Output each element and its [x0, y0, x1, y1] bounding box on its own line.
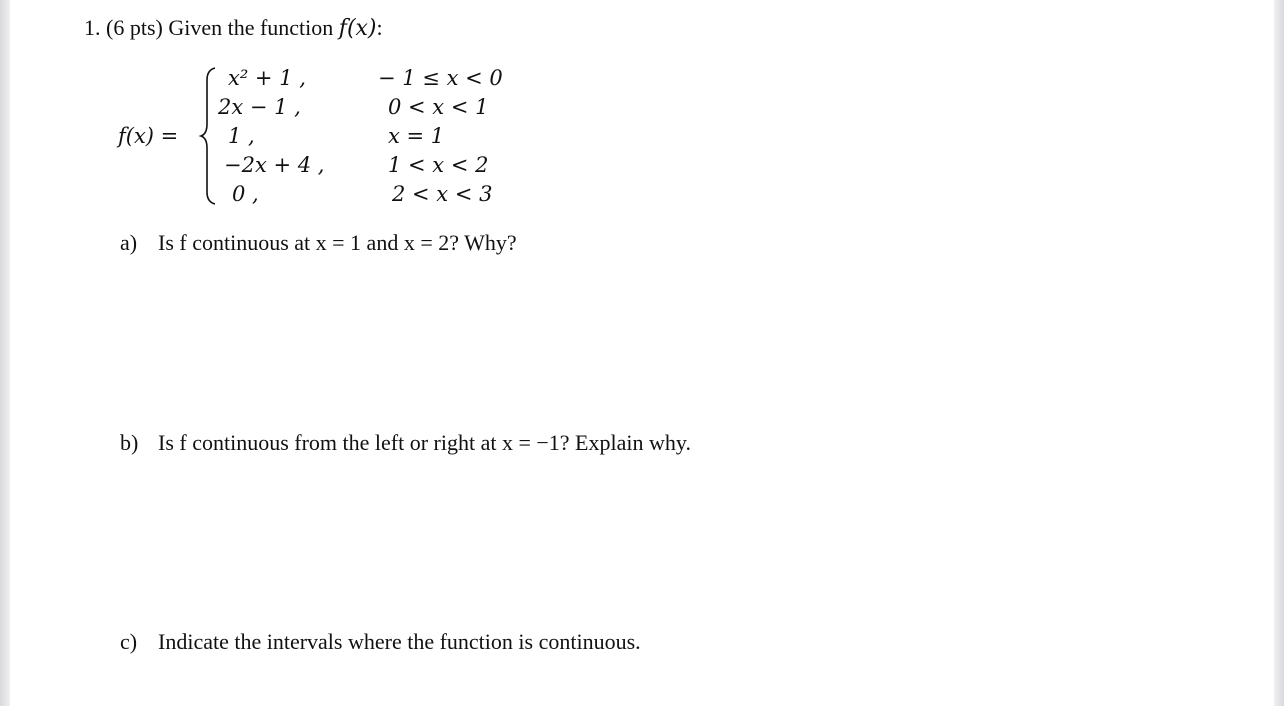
question-colon: :: [376, 15, 383, 40]
part-c-label: c): [120, 629, 138, 654]
case-expr-3: 1 ,: [228, 124, 255, 148]
part-c-text: Indicate the intervals where the function is continuous.: [158, 629, 641, 654]
part-b-text: Is f continuous from the left or right at x = −1? Explain why.: [158, 430, 691, 455]
question-prompt: Given the function: [168, 15, 334, 40]
case-expr-2: 2x − 1 ,: [218, 95, 301, 119]
question-title: [84, 15, 383, 41]
page-shadow-left: [0, 0, 10, 706]
part-b-label: b): [120, 430, 139, 455]
left-brace-icon: [198, 66, 218, 206]
question-number: 1.: [84, 15, 101, 40]
document-page: [10, 0, 1274, 706]
piecewise-lhs: f(x) =: [118, 124, 179, 148]
case-cond-2: 0 < x < 1: [388, 95, 489, 119]
question-points: (6 pts): [106, 15, 163, 40]
function-name: f(x): [338, 16, 377, 41]
part-c: [120, 629, 641, 655]
case-expr-4: −2x + 4 ,: [224, 153, 325, 177]
case-cond-4: 1 < x < 2: [388, 153, 489, 177]
part-a-label: a): [120, 230, 138, 255]
case-expr-5: 0 ,: [232, 182, 259, 206]
part-a: [120, 230, 517, 256]
page-shadow-right: [1274, 0, 1284, 706]
part-a-text: Is f continuous at x = 1 and x = 2? Why?: [158, 230, 517, 255]
case-cond-3: x = 1: [388, 124, 445, 148]
case-cond-5: 2 < x < 3: [392, 182, 493, 206]
case-cond-1: − 1 ≤ x < 0: [378, 66, 503, 90]
case-expr-1: x² + 1 ,: [228, 66, 306, 90]
part-b: [120, 430, 691, 456]
